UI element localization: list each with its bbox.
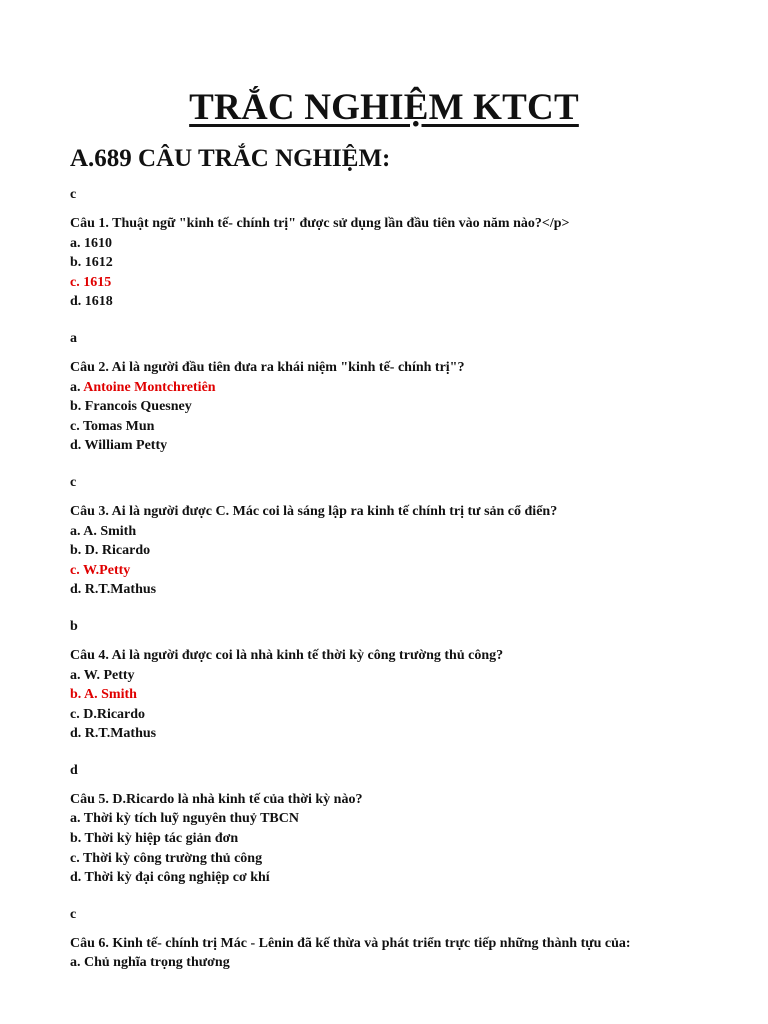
option-label: Francois Quesney: [84, 399, 192, 415]
option-label: R.T.Mathus: [84, 582, 157, 598]
answer-key: c: [70, 187, 77, 202]
option-prefix: c.: [70, 274, 84, 290]
option-label: W.Petty: [82, 562, 131, 578]
option-d: [70, 292, 750, 312]
option-label: A. Smith: [84, 687, 137, 703]
option-label: 1618: [84, 294, 113, 310]
document-title: TRẮC NGHIỆM KTCT: [189, 87, 579, 128]
option-prefix: d.: [70, 294, 85, 310]
option-label: D.Ricardo: [83, 706, 146, 722]
question-text: Câu 2. Ai là người đầu tiên đưa ra khái niệm "kinh tế- chính trị"?: [70, 359, 465, 375]
option-label: 1612: [84, 255, 113, 271]
option-prefix: b.: [70, 687, 85, 703]
spacer: [70, 888, 750, 905]
option-label: R.T.Mathus: [84, 726, 157, 742]
question-text: Câu 3. Ai là người được C. Mác coi là sáng lập ra kinh tế chính trị tư sản cổ điển?: [70, 503, 558, 519]
spacer: [70, 600, 750, 617]
option-label: D. Ricardo: [84, 543, 151, 559]
option-label: Chủ nghĩa trọng thương: [84, 955, 230, 971]
option-b: [70, 541, 750, 561]
option-prefix: a.: [70, 811, 84, 827]
section-heading: A.689 CÂU TRẮC NGHIỆM:: [70, 145, 391, 172]
option-label: William Petty: [84, 438, 168, 454]
option-c-correct: [70, 561, 750, 581]
option-d: [70, 868, 750, 888]
question-list: [70, 185, 750, 973]
question-block-5: [70, 761, 750, 888]
option-prefix: c.: [70, 706, 84, 722]
option-label: Tomas Mun: [82, 418, 155, 434]
option-prefix: b.: [70, 255, 85, 271]
option-prefix: d.: [70, 726, 85, 742]
option-d: [70, 436, 750, 456]
option-prefix: b.: [70, 399, 85, 415]
option-prefix: a.: [70, 235, 84, 251]
option-label: Thời kỳ đại công nghiệp cơ khí: [84, 870, 270, 886]
option-c: [70, 417, 750, 437]
option-label: Thời kỳ tích luỹ nguyên thuỷ TBCN: [83, 811, 299, 827]
option-a: [70, 809, 750, 829]
question-text: Câu 1. Thuật ngữ "kinh tế- chính trị" được sử dụng lần đầu tiên vào năm nào?</p>: [70, 216, 570, 231]
option-c: [70, 705, 750, 725]
question-block-1: [70, 185, 750, 312]
option-c: [70, 849, 750, 869]
option-prefix: c.: [70, 562, 83, 578]
option-label: 1610: [84, 235, 112, 251]
option-prefix: b.: [70, 831, 85, 847]
option-label: Antoine Montchretiên: [83, 379, 216, 395]
option-label: Thời kỳ hiệp tác giản đơn: [84, 831, 239, 847]
answer-key: d: [70, 762, 78, 778]
question-text: Câu 6. Kinh tế- chính trị Mác - Lênin đã kế thừa và phát triển trực tiếp những thành tựu của:: [70, 935, 631, 951]
option-label: Thời kỳ công trường thủ công: [82, 850, 263, 866]
option-prefix: a.: [70, 379, 84, 395]
option-b: [70, 397, 750, 417]
spacer: [70, 744, 750, 761]
option-a: [70, 666, 750, 686]
option-c-correct: [70, 273, 750, 293]
answer-key: b: [70, 618, 78, 634]
option-b-correct: [70, 685, 750, 705]
option-b: [70, 253, 750, 273]
question-block-4: [70, 617, 750, 744]
option-a: [70, 522, 750, 542]
option-prefix: a.: [70, 955, 84, 971]
option-prefix: c.: [70, 418, 83, 434]
option-prefix: d.: [70, 438, 85, 454]
question-block-6: [70, 905, 750, 973]
option-label: A. Smith: [83, 523, 137, 539]
answer-key: a: [70, 330, 77, 346]
question-text: Câu 4. Ai là người được coi là nhà kinh tế thời kỳ công trường thủ công?: [70, 647, 504, 663]
question-text: Câu 5. D.Ricardo là nhà kinh tế của thời kỳ nào?: [70, 791, 363, 807]
option-d: [70, 580, 750, 600]
option-prefix: d.: [70, 582, 85, 598]
option-d: [70, 724, 750, 744]
option-label: 1615: [83, 274, 112, 290]
option-label: W. Petty: [83, 667, 135, 683]
option-prefix: a.: [70, 667, 84, 683]
question-block-2: [70, 329, 750, 456]
spacer: [70, 456, 750, 473]
option-a: [70, 953, 750, 973]
option-prefix: d.: [70, 870, 85, 886]
answer-key: c: [70, 474, 77, 490]
option-prefix: b.: [70, 543, 85, 559]
option-b: [70, 829, 750, 849]
question-block-3: [70, 473, 750, 600]
option-prefix: c.: [70, 850, 83, 866]
spacer: [70, 312, 750, 329]
option-a: [70, 234, 750, 254]
answer-key: c: [70, 906, 77, 922]
option-prefix: a.: [70, 523, 84, 539]
option-a-correct: [70, 378, 750, 398]
